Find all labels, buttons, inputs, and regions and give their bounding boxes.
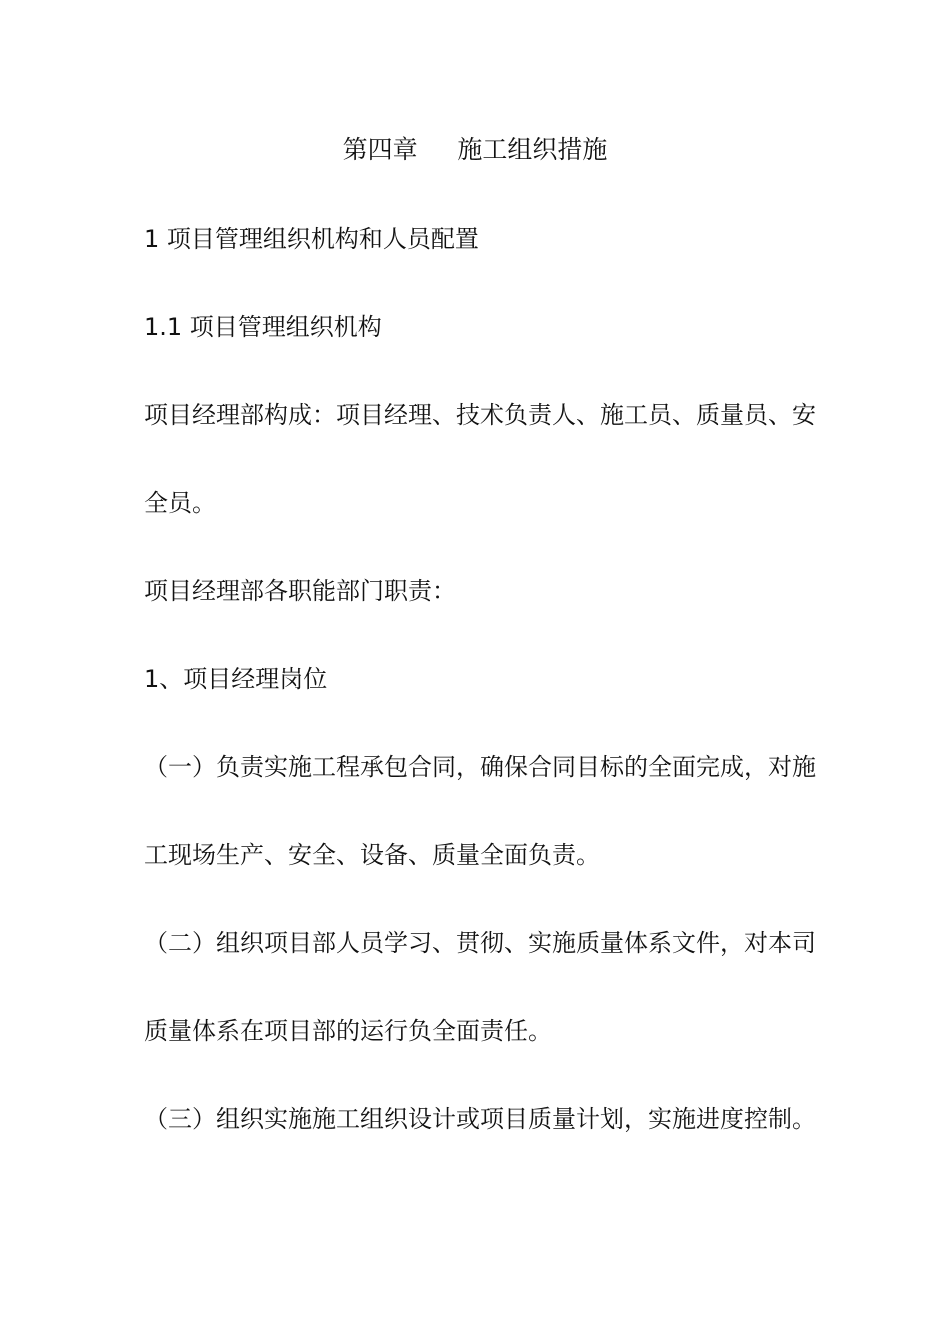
paragraph-line: （一）负责实施工程承包合同，确保合同目标的全面完成，对施 [144,753,816,781]
paragraph-line: 工现场生产、安全、设备、质量全面负责。 [144,841,600,869]
paragraph-line: （二）组织项目部人员学习、贯彻、实施质量体系文件，对本司 [144,929,816,957]
paragraph-line: 质量体系在项目部的运行负全面责任。 [144,1017,552,1045]
paragraph-line: 项目经理部构成：项目经理、技术负责人、施工员、质量员、安 [144,401,816,429]
subsection-heading: 1.1 项目管理组织机构 [144,313,382,341]
paragraph-line: （三）组织实施施工组织设计或项目质量计划，实施进度控制。 [144,1105,816,1133]
list-heading: 1、项目经理岗位 [144,665,328,693]
paragraph-line: 项目经理部各职能部门职责： [144,577,456,605]
chapter-title: 第四章 施工组织措施 [342,135,608,164]
paragraph-line: 全员。 [144,489,216,517]
section-heading: 1 项目管理组织机构和人员配置 [144,225,479,253]
